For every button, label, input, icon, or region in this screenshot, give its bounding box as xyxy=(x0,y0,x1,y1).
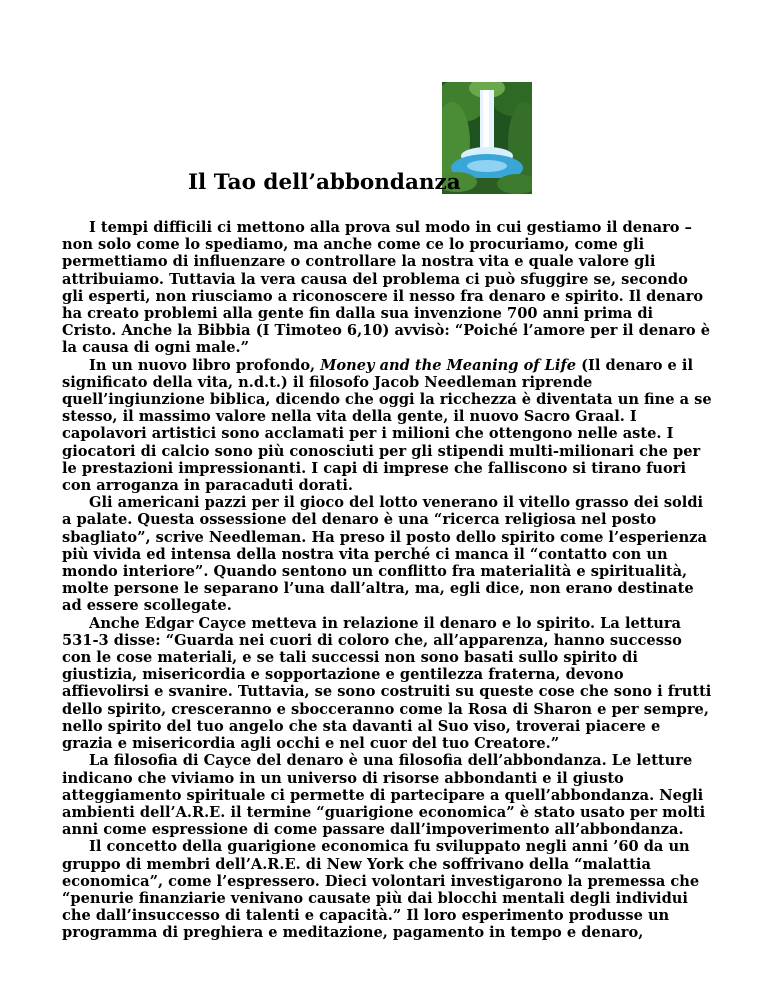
paragraph-4: Anche Edgar Cayce metteva in relazione il denaro e lo spirito. La lettura 531-3 disse: “Guarda nei cuori di coloro che, all’apparenza, hanno successo con le cose materiali, e se tali successi non sono basati sullo spirito di giustizia, misericordia e sopportazione e gentilezza fraterna, devono affievolirsi e svanire. Tuttavia, se sono costruiti su queste cose che sono i frutti dello spirito, cresceranno e sbocceranno come la Rosa di Sharon e per sempre, nello spirito del tuo angelo che sta davanti al Suo viso, troverai piacere e grazia e misericordia agli occhi e nel cuor del tuo Creatore.” xyxy=(62,614,712,753)
paragraph-5: La filosofia di Cayce del denaro è una filosofia dell’abbondanza. Le letture indicano che viviamo in un universo di risorse abbondanti e il giusto atteggiamento spirituale ci permette di partecipare a quell’abbondanza. Negli ambienti dell’A.R.E. il termine “guarigione economica” è stato usato per molti anni come espressione di come passare dall’impoverimento all’abbondanza. xyxy=(62,752,706,839)
paragraph-1: I tempi difficili ci mettono alla prova sul modo in cui gestiamo il denaro – non solo come lo spediamo, ma anche come ce lo procuriamo, come gli permettiamo di influenzare o controllare la nostra vita e quale valore gli attribuiamo. Tuttavia la vera causa del problema ci può sfuggire se, secondo gli esperti, non riusciamo a riconoscere il nesso fra denaro e spirito. Il denaro ha creato problemi alla gente fin dalla sua invenzione 700 anni prima di Cristo. Anche la Bibbia (I Timoteo 6,10) avvisò: “Poiché l’amore per il denaro è la causa di ogni male.” xyxy=(62,219,711,357)
paragraph-3: Gli americani pazzi per il gioco del lotto venerano il vitello grasso dei soldi a palate. Questa ossessione del denaro è una “ricerca religiosa nel posto sbagliato”, scrive Needleman. Ha preso il posto dello spirito come l’esperienza più vivida ed intensa della nostra vita perché ci manca il “contatto con un mondo interiore”. Quando sentono un conflitto fra materialità e spiritualità, molte persone le separano l’una dall’altra, ma, egli dice, non erano destinate ad essere scollegate. xyxy=(62,494,707,615)
article-body xyxy=(62,219,712,942)
paragraph-2 xyxy=(62,357,712,495)
page-title: Il Tao dell’abbondanza xyxy=(188,170,461,195)
book-title: Money and the Meaning of Life xyxy=(320,356,577,374)
paragraph-2-before: In un nuovo libro profondo, xyxy=(89,356,321,374)
paragraph-2-after: (Il denaro e il significato della vita, n.d.t.) il filosofo Jacob Needleman riprende quell’ingiunzione biblica, dicendo che oggi la ricchezza è diventata un fine a se stesso, il massimo valore nella vita della gente, il nuovo Sacro Graal. I capolavori artistici sono acclamati per i milioni che ottengono nelle aste. I giocatori di calcio sono più conosciuti per gli stipendi multi-milionari che per le prestazioni impressionanti. I capi di imprese che falliscono si tirano fuori con arroganza in paracaduti dorati. xyxy=(62,356,712,495)
paragraph-6: Il concetto della guarigione economica fu sviluppato negli anni ’60 da un gruppo di membri dell’A.R.E. di New York che soffrivano della “malattia economica”, come l’espressero. Dieci volontari investigarono la premessa che “penurie finanziarie venivano causate più dai blocchi mentali degli individui che dall’insuccesso di talenti e capacità.” Il loro esperimento produsse un programma di preghiera e meditazione, pagamento in tempo e denaro, xyxy=(62,838,700,942)
